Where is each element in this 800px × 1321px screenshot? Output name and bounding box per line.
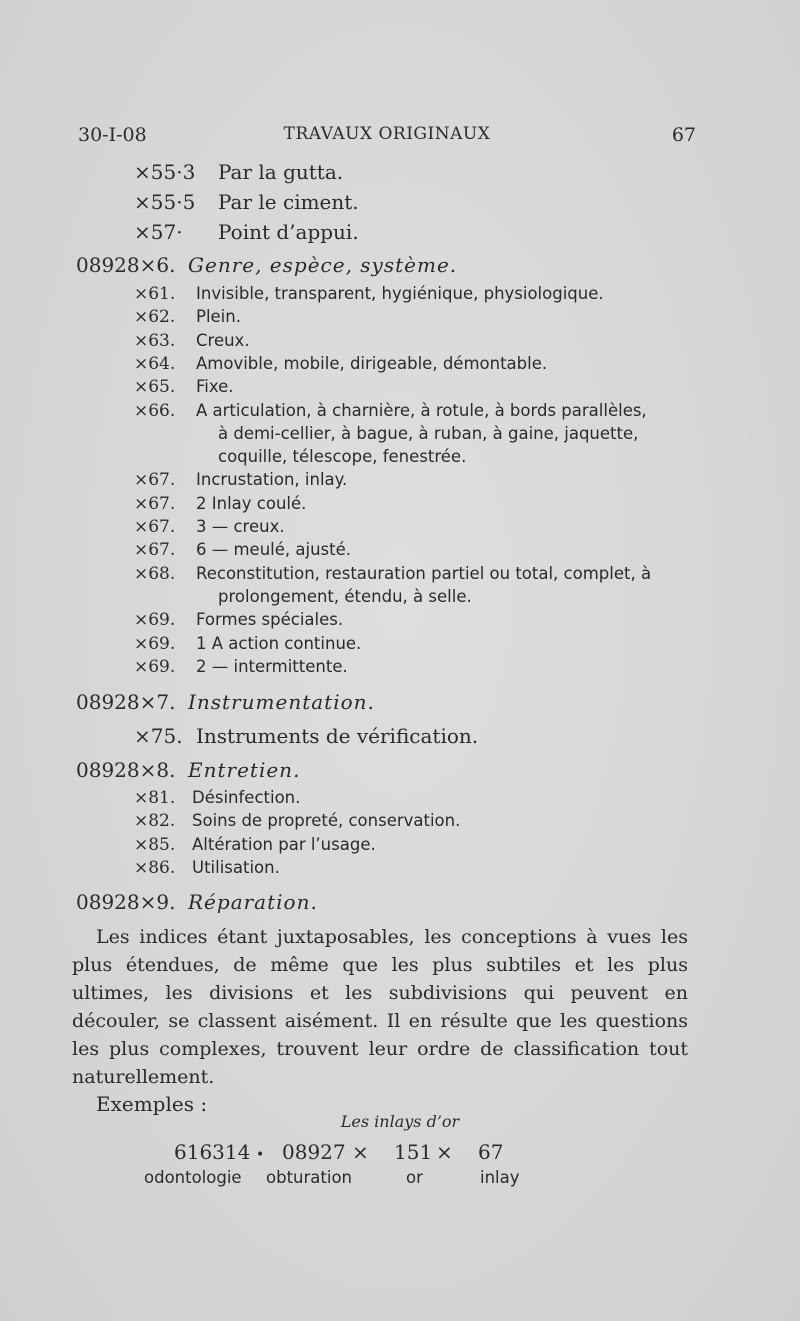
header-title: TRAVAUX ORIGINAUX (283, 124, 491, 144)
entry-line: ×57· Point d’appui. (134, 220, 359, 244)
entry-line (134, 494, 306, 514)
example-words (144, 1168, 520, 1187)
entry-code: ×69. (134, 610, 176, 631)
entry-line (134, 540, 351, 560)
entry-line (134, 377, 234, 397)
entry-code: ×65. (134, 377, 176, 398)
entry-line (134, 517, 285, 537)
example-word: or (406, 1168, 423, 1187)
entry-line (134, 835, 376, 855)
section-heading: 08928×8. Entretien. (76, 758, 301, 782)
entry-code: ×67. (134, 470, 176, 491)
entry-text: 3 — creux. (196, 517, 285, 536)
example-code: 151 (394, 1140, 433, 1164)
entry-code: ×61. (134, 284, 176, 304)
example-word: odontologie (144, 1168, 242, 1187)
entry-code: ×67. (134, 540, 176, 561)
entry-code: ×69. (134, 633, 176, 654)
section-heading: 08928×6. Genre, espèce, système. (76, 253, 458, 277)
entry-code: ×86. (134, 857, 176, 878)
entry-line: ×55·3 Par la gutta. (134, 160, 344, 184)
entry-text: prolongement, étendu, à selle. (218, 586, 472, 606)
entry-text: Formes spéciales. (196, 610, 344, 630)
entry-text: Désinfection. (192, 788, 301, 807)
entry-code: ×64. (134, 353, 176, 374)
running-header (78, 124, 696, 154)
entry-text: à demi-cellier, à bague, à ruban, à gaine, jaquette, (218, 423, 639, 443)
entry-text: Amovible, mobile, dirigeable, démontable. (196, 353, 548, 373)
entry-line (134, 401, 647, 421)
entry-line (134, 587, 472, 606)
entry-line: ×55·5 Par le ciment. (134, 190, 359, 214)
entry-code: ×82. (134, 811, 176, 832)
entry-text: A articulation, à charnière, à rotule, à bords parallèles, (196, 400, 647, 420)
entry-code: ×67. (134, 493, 176, 514)
section-heading: 08928×7. Instrumentation. (76, 690, 375, 714)
entry-text: coquille, télescope, fenestrée. (218, 447, 467, 467)
entry-line (134, 634, 361, 654)
entry-code: ×69. (134, 656, 176, 677)
example-code: 08927 (282, 1140, 346, 1164)
entry-line (134, 331, 250, 351)
entry-line (134, 354, 547, 374)
example-codes (174, 1140, 518, 1164)
entry-text: 2 Inlay coulé. (196, 493, 307, 513)
entry-code: ×81. (134, 788, 176, 808)
entry-line (134, 424, 638, 443)
example-word: obturation (266, 1168, 352, 1187)
entry-line (134, 564, 651, 584)
entry-code: ×63. (134, 330, 176, 351)
entry-line (134, 284, 604, 304)
body-paragraph: Les indices étant juxtaposables, les conceptions à vues les plus étendues, de même que les plus subtiles et les plus ultimes, les divisions et les subdivisions qui peuvent en découler, se classent aisément. Il en résulte que les questions les plus complexes, trouvent leur ordre de classification tout naturellement. (72, 926, 688, 1088)
entry-line (134, 470, 347, 490)
example-code: × (352, 1140, 369, 1164)
entry-text: Utilisation. (192, 857, 280, 877)
header-date: 30-I-08 (78, 124, 147, 146)
page-number: 67 (671, 124, 696, 146)
entry-text: Altération par l’usage. (192, 834, 376, 854)
entry-code: ×66. (134, 400, 176, 421)
example-code: 67 (478, 1140, 504, 1164)
entry-text: 1 A action continue. (196, 633, 362, 653)
entry-line (134, 610, 343, 630)
entry-text: 2 — intermittente. (196, 656, 348, 676)
entry-code: ×62. (134, 307, 176, 328)
entry-text: 6 — meulé, ajusté. (196, 540, 352, 560)
example-code: • (256, 1147, 265, 1163)
entry-line (134, 788, 300, 808)
entry-line (134, 657, 348, 677)
entry-line (134, 307, 241, 327)
entry-code: ×85. (134, 834, 176, 855)
entry-text: Plein. (196, 307, 241, 327)
example-code: × (436, 1140, 453, 1164)
example-code: 616314 (174, 1140, 251, 1164)
example-word: inlay (480, 1168, 520, 1187)
entry-line (134, 811, 460, 831)
entry-line (134, 447, 466, 466)
entry-text: Soins de propreté, conservation. (192, 811, 461, 831)
entry-line: ×75. Instruments de vérification. (134, 724, 479, 748)
entry-text: Reconstitution, restauration partiel ou total, complet, à (196, 563, 652, 583)
entry-text: Fixe. (196, 377, 234, 397)
entry-line (134, 858, 280, 878)
entry-text: Creux. (196, 330, 250, 350)
entry-code: ×67. (134, 517, 176, 537)
entry-text: Invisible, transparent, hygiénique, physiologique. (196, 284, 604, 303)
example-caption: Les inlays d’or (340, 1112, 460, 1131)
examples-label: Exemples : (96, 1092, 208, 1116)
entry-code: ×68. (134, 563, 176, 584)
entry-text: Incrustation, inlay. (196, 470, 348, 490)
section-heading: 08928×9. Réparation. (76, 890, 318, 914)
